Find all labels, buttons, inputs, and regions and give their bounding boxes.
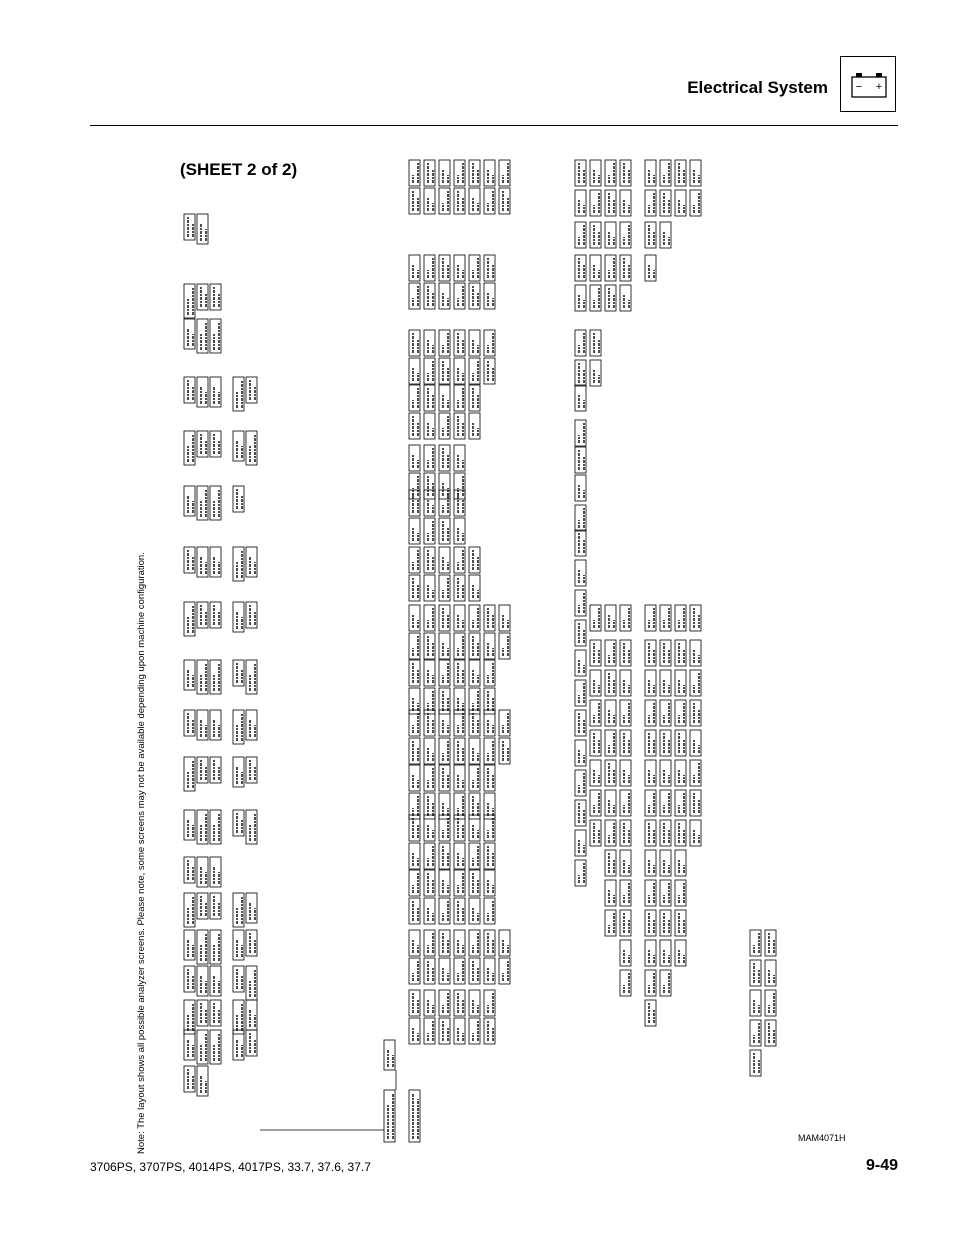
sheet-title: (SHEET 2 of 2) — [180, 160, 298, 179]
footer-models: 3706PS, 3707PS, 4014PS, 4017PS, 33.7, 37.6, 37.7 — [90, 1160, 371, 1174]
section-title: Electrical System — [687, 78, 828, 97]
battery-minus-sign: − — [855, 81, 863, 93]
layout-note: Note: The layout shows all possible analyzer screens. Please note, some screens may not be available depending upon machine configuration. — [136, 552, 147, 1154]
page-number: 9-49 — [865, 1157, 898, 1174]
figure-id: MAM4071H — [798, 1133, 846, 1143]
battery-plus-sign: + — [875, 81, 883, 93]
